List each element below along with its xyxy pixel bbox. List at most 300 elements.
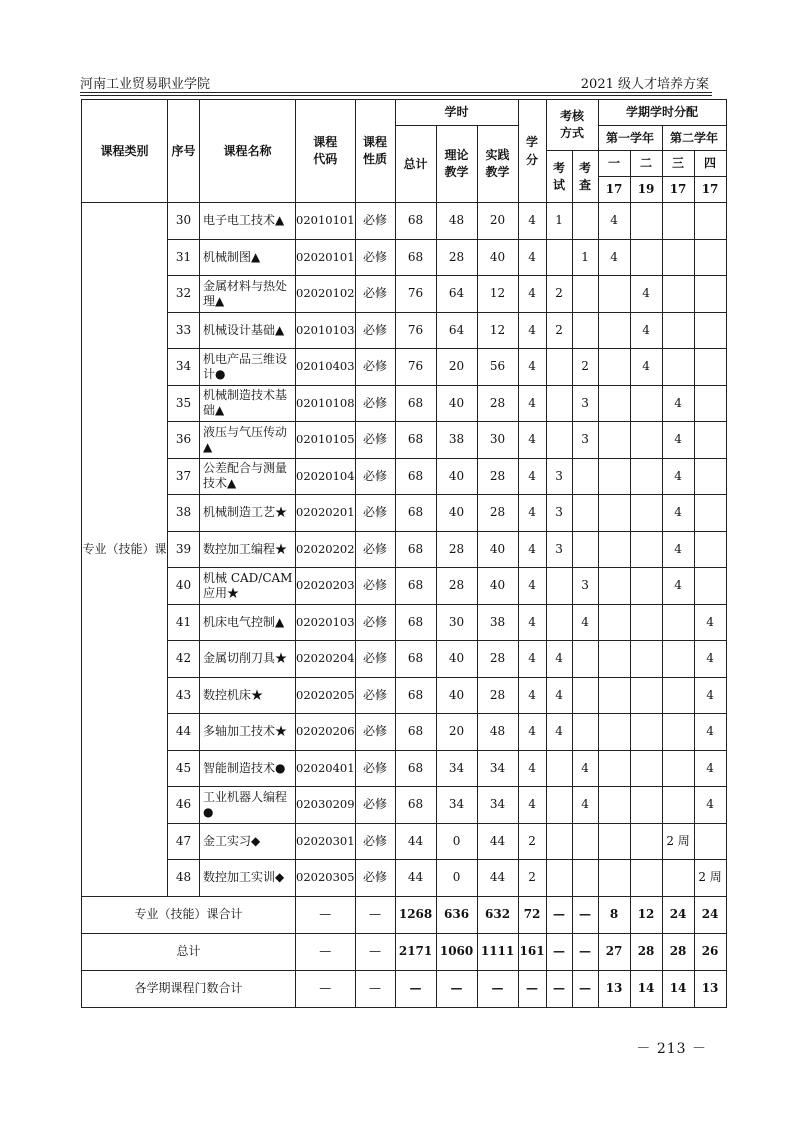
cell-theory-hours: 40 (436, 385, 477, 422)
summary-theory-hours: — (436, 970, 477, 1007)
cell-term-3: 4 (662, 531, 694, 568)
cell-seq: 37 (168, 458, 200, 495)
cell-credit: 4 (518, 422, 546, 459)
summary-label: 各学期课程门数合计 (82, 970, 296, 1007)
cell-term-1 (598, 385, 630, 422)
cell-term-1 (598, 568, 630, 605)
table-row (82, 349, 727, 386)
cell-seq: 46 (168, 787, 200, 824)
cell-course-nature: 必修 (355, 787, 395, 824)
cell-total-hours: 68 (395, 787, 436, 824)
header-term-3: 三 (662, 151, 694, 177)
cell-theory-hours: 28 (436, 239, 477, 276)
cell-seq: 39 (168, 531, 200, 568)
cell-term-4: 4 (694, 677, 726, 714)
cell-term-1 (598, 641, 630, 678)
cell-theory-hours: 40 (436, 677, 477, 714)
cell-course-code: 02020206 (296, 714, 356, 751)
cell-credit: 4 (518, 349, 546, 386)
cell-seq: 45 (168, 750, 200, 787)
cell-term-2 (630, 385, 662, 422)
cell-term-3 (662, 349, 694, 386)
cell-course-nature: 必修 (355, 239, 395, 276)
cell-check (572, 495, 598, 532)
cell-total-hours: 68 (395, 203, 436, 240)
summary-credit: 72 (518, 896, 546, 933)
cell-term-2 (630, 495, 662, 532)
cell-credit: 4 (518, 677, 546, 714)
cell-course-code: 02020401 (296, 750, 356, 787)
cell-exam: 3 (546, 531, 572, 568)
summary-row (82, 933, 727, 970)
summary-total-hours: 2171 (395, 933, 436, 970)
cell-seq: 31 (168, 239, 200, 276)
cell-exam (546, 823, 572, 860)
cell-term-2 (630, 714, 662, 751)
cell-term-2 (630, 203, 662, 240)
cell-check (572, 312, 598, 349)
cell-course-name: 机械 CAD/CAM 应用★ (200, 568, 296, 605)
cell-course-nature: 必修 (355, 349, 395, 386)
cell-term-2: 4 (630, 349, 662, 386)
table-row (82, 787, 727, 824)
cell-course-code: 02020204 (296, 641, 356, 678)
cell-theory-hours: 20 (436, 349, 477, 386)
cell-total-hours: 76 (395, 312, 436, 349)
cell-course-name: 智能制造技术● (200, 750, 296, 787)
cell-exam (546, 568, 572, 605)
cell-total-hours: 68 (395, 568, 436, 605)
cell-check (572, 531, 598, 568)
table-row (82, 276, 727, 313)
cell-check: 3 (572, 422, 598, 459)
cell-course-name: 公差配合与测量技术▲ (200, 458, 296, 495)
cell-seq: 34 (168, 349, 200, 386)
cell-term-3 (662, 787, 694, 824)
cell-term-3 (662, 860, 694, 897)
cell-seq: 40 (168, 568, 200, 605)
cell-course-nature: 必修 (355, 823, 395, 860)
cell-theory-hours: 0 (436, 823, 477, 860)
cell-term-3 (662, 312, 694, 349)
cell-exam (546, 422, 572, 459)
cell-total-hours: 44 (395, 823, 436, 860)
cell-term-4 (694, 385, 726, 422)
header-doc-title: 2021 级人才培养方案 (580, 77, 709, 92)
cell-total-hours: 68 (395, 714, 436, 751)
cell-course-name: 金属切削刀具★ (200, 641, 296, 678)
cell-course-nature: 必修 (355, 641, 395, 678)
cell-course-nature: 必修 (355, 312, 395, 349)
cell-term-3: 4 (662, 568, 694, 605)
cell-practice-hours: 40 (477, 531, 518, 568)
cell-total-hours: 68 (395, 641, 436, 678)
cell-total-hours: 68 (395, 604, 436, 641)
cell-credit: 4 (518, 203, 546, 240)
summary-row (82, 970, 727, 1007)
table-row (82, 203, 727, 240)
cell-total-hours: 68 (395, 422, 436, 459)
page-number: － 213 － (636, 1041, 707, 1057)
summary-total-hours: — (395, 970, 436, 1007)
cell-seq: 35 (168, 385, 200, 422)
cell-credit: 4 (518, 604, 546, 641)
cell-seq: 41 (168, 604, 200, 641)
summary-course-nature: — (355, 896, 395, 933)
cell-check (572, 203, 598, 240)
cell-total-hours: 68 (395, 495, 436, 532)
cell-course-nature: 必修 (355, 677, 395, 714)
cell-course-code: 02030209 (296, 787, 356, 824)
cell-credit: 4 (518, 750, 546, 787)
header-exam-mode: 考核方式 (546, 100, 598, 151)
cell-practice-hours: 28 (477, 677, 518, 714)
cell-term-4: 2 周 (694, 860, 726, 897)
cell-course-code: 02020202 (296, 531, 356, 568)
cell-course-name: 机床电气控制▲ (200, 604, 296, 641)
cell-seq: 33 (168, 312, 200, 349)
cell-course-code: 02020305 (296, 860, 356, 897)
cell-term-2 (630, 860, 662, 897)
cell-course-name: 工业机器人编程● (200, 787, 296, 824)
cell-course-nature: 必修 (355, 604, 395, 641)
table-row (82, 422, 727, 459)
cell-total-hours: 68 (395, 239, 436, 276)
cell-practice-hours: 44 (477, 823, 518, 860)
header-seq: 序号 (168, 100, 200, 203)
cell-practice-hours: 40 (477, 239, 518, 276)
header-theory-hours: 理论教学 (436, 126, 477, 203)
cell-term-2 (630, 787, 662, 824)
summary-theory-hours: 1060 (436, 933, 477, 970)
cell-exam: 4 (546, 714, 572, 751)
cell-exam (546, 860, 572, 897)
cell-exam: 2 (546, 276, 572, 313)
summary-course-code: — (296, 933, 356, 970)
cell-exam (546, 604, 572, 641)
header-course-nature: 课程性质 (355, 100, 395, 203)
cell-course-name: 电子电工技术▲ (200, 203, 296, 240)
table-row (82, 677, 727, 714)
cell-term-3: 4 (662, 385, 694, 422)
cell-practice-hours: 38 (477, 604, 518, 641)
cell-check (572, 860, 598, 897)
cell-term-1 (598, 604, 630, 641)
cell-course-name: 数控机床★ (200, 677, 296, 714)
cell-practice-hours: 28 (477, 385, 518, 422)
course-category: 专业（技能）课 (82, 203, 168, 897)
cell-term-4 (694, 531, 726, 568)
cell-course-name: 液压与气压传动▲ (200, 422, 296, 459)
summary-check: — (572, 896, 598, 933)
cell-theory-hours: 38 (436, 422, 477, 459)
cell-term-4 (694, 239, 726, 276)
summary-course-code: — (296, 970, 356, 1007)
cell-term-1 (598, 860, 630, 897)
table-row (82, 385, 727, 422)
cell-term-4: 4 (694, 750, 726, 787)
cell-theory-hours: 40 (436, 458, 477, 495)
cell-check: 3 (572, 385, 598, 422)
cell-course-nature: 必修 (355, 276, 395, 313)
header-course-name: 课程名称 (200, 100, 296, 203)
summary-term-1: 8 (598, 896, 630, 933)
cell-term-3: 2 周 (662, 823, 694, 860)
header-weeks-2: 19 (630, 177, 662, 203)
table-row (82, 604, 727, 641)
cell-course-code: 02020205 (296, 677, 356, 714)
cell-term-1 (598, 312, 630, 349)
cell-term-3: 4 (662, 422, 694, 459)
cell-credit: 4 (518, 239, 546, 276)
cell-term-4 (694, 495, 726, 532)
cell-exam (546, 349, 572, 386)
cell-theory-hours: 30 (436, 604, 477, 641)
cell-term-4 (694, 203, 726, 240)
summary-total-hours: 1268 (395, 896, 436, 933)
cell-practice-hours: 34 (477, 787, 518, 824)
summary-practice-hours: 1111 (477, 933, 518, 970)
cell-term-3 (662, 604, 694, 641)
cell-term-1 (598, 458, 630, 495)
cell-term-4 (694, 349, 726, 386)
cell-seq: 38 (168, 495, 200, 532)
summary-term-2: 12 (630, 896, 662, 933)
cell-exam (546, 750, 572, 787)
cell-term-1 (598, 677, 630, 714)
table-row (82, 495, 727, 532)
cell-course-code: 02020203 (296, 568, 356, 605)
cell-credit: 4 (518, 714, 546, 751)
cell-term-4: 4 (694, 604, 726, 641)
cell-credit: 4 (518, 312, 546, 349)
cell-theory-hours: 34 (436, 787, 477, 824)
cell-course-code: 02010103 (296, 312, 356, 349)
header-course-code: 课程代码 (296, 100, 356, 203)
summary-exam: — (546, 970, 572, 1007)
cell-credit: 4 (518, 531, 546, 568)
cell-practice-hours: 28 (477, 641, 518, 678)
header-weeks-1: 17 (598, 177, 630, 203)
cell-theory-hours: 64 (436, 276, 477, 313)
cell-check (572, 276, 598, 313)
table-row (82, 239, 727, 276)
cell-practice-hours: 28 (477, 495, 518, 532)
cell-seq: 48 (168, 860, 200, 897)
cell-term-2 (630, 823, 662, 860)
summary-label: 总计 (82, 933, 296, 970)
header-category: 课程类别 (82, 100, 168, 203)
cell-total-hours: 68 (395, 750, 436, 787)
table-row (82, 860, 727, 897)
cell-course-code: 02010403 (296, 349, 356, 386)
cell-credit: 4 (518, 787, 546, 824)
cell-theory-hours: 28 (436, 568, 477, 605)
summary-practice-hours: 632 (477, 896, 518, 933)
cell-course-name: 机械制造技术基础▲ (200, 385, 296, 422)
cell-term-1 (598, 823, 630, 860)
cell-total-hours: 68 (395, 458, 436, 495)
summary-exam: — (546, 896, 572, 933)
header-rule-thin (80, 95, 712, 96)
cell-term-2 (630, 641, 662, 678)
cell-term-4 (694, 312, 726, 349)
summary-theory-hours: 636 (436, 896, 477, 933)
cell-practice-hours: 12 (477, 276, 518, 313)
cell-term-3 (662, 276, 694, 313)
cell-credit: 4 (518, 276, 546, 313)
summary-row (82, 896, 727, 933)
header-term-distribution: 学期学时分配 (598, 100, 726, 126)
cell-course-code: 02020104 (296, 458, 356, 495)
summary-course-nature: — (355, 970, 395, 1007)
cell-credit: 4 (518, 458, 546, 495)
table-body (82, 203, 727, 1008)
cell-course-name: 数控加工编程★ (200, 531, 296, 568)
header-term-2: 二 (630, 151, 662, 177)
cell-course-code: 02020102 (296, 276, 356, 313)
cell-check: 3 (572, 568, 598, 605)
cell-theory-hours: 28 (436, 531, 477, 568)
cell-term-2 (630, 568, 662, 605)
cell-term-2 (630, 422, 662, 459)
cell-exam (546, 239, 572, 276)
table-row (82, 531, 727, 568)
cell-term-4: 4 (694, 714, 726, 751)
header-year-2: 第二学年 (662, 126, 726, 151)
summary-term-3: 14 (662, 970, 694, 1007)
header-practice-hours: 实践教学 (477, 126, 518, 203)
cell-check (572, 677, 598, 714)
summary-course-code: — (296, 896, 356, 933)
cell-total-hours: 44 (395, 860, 436, 897)
cell-course-name: 金属材料与热处理▲ (200, 276, 296, 313)
cell-exam (546, 385, 572, 422)
summary-term-4: 13 (694, 970, 726, 1007)
cell-term-3 (662, 203, 694, 240)
table-row (82, 714, 727, 751)
cell-term-3: 4 (662, 495, 694, 532)
cell-course-nature: 必修 (355, 531, 395, 568)
cell-exam: 4 (546, 677, 572, 714)
cell-course-nature: 必修 (355, 203, 395, 240)
cell-check: 1 (572, 239, 598, 276)
cell-check (572, 641, 598, 678)
cell-term-1 (598, 495, 630, 532)
header-term-1: 一 (598, 151, 630, 177)
cell-course-nature: 必修 (355, 385, 395, 422)
header-school-name: 河南工业贸易职业学院 (80, 77, 211, 92)
cell-check: 4 (572, 750, 598, 787)
cell-term-4 (694, 568, 726, 605)
cell-check (572, 823, 598, 860)
cell-total-hours: 68 (395, 531, 436, 568)
cell-exam: 1 (546, 203, 572, 240)
cell-course-name: 多轴加工技术★ (200, 714, 296, 751)
cell-practice-hours: 40 (477, 568, 518, 605)
cell-course-code: 02010108 (296, 385, 356, 422)
cell-course-nature: 必修 (355, 458, 395, 495)
cell-course-code: 02020101 (296, 239, 356, 276)
cell-theory-hours: 34 (436, 750, 477, 787)
cell-course-nature: 必修 (355, 860, 395, 897)
cell-seq: 36 (168, 422, 200, 459)
cell-theory-hours: 40 (436, 495, 477, 532)
cell-term-3 (662, 714, 694, 751)
cell-exam (546, 787, 572, 824)
table-row (82, 312, 727, 349)
cell-term-3 (662, 641, 694, 678)
cell-term-2 (630, 239, 662, 276)
header-check: 考查 (572, 151, 598, 203)
cell-practice-hours: 30 (477, 422, 518, 459)
summary-credit: 161 (518, 933, 546, 970)
cell-term-2 (630, 531, 662, 568)
cell-total-hours: 68 (395, 385, 436, 422)
cell-term-3 (662, 677, 694, 714)
header-year-1: 第一学年 (598, 126, 662, 151)
cell-theory-hours: 0 (436, 860, 477, 897)
summary-term-3: 24 (662, 896, 694, 933)
cell-practice-hours: 48 (477, 714, 518, 751)
summary-label: 专业（技能）课合计 (82, 896, 296, 933)
cell-theory-hours: 48 (436, 203, 477, 240)
cell-term-4: 4 (694, 641, 726, 678)
cell-seq: 44 (168, 714, 200, 751)
cell-credit: 4 (518, 641, 546, 678)
summary-term-4: 24 (694, 896, 726, 933)
cell-credit: 2 (518, 860, 546, 897)
table-row (82, 568, 727, 605)
cell-practice-hours: 44 (477, 860, 518, 897)
cell-term-1 (598, 714, 630, 751)
header-exam: 考试 (546, 151, 572, 203)
cell-total-hours: 76 (395, 276, 436, 313)
cell-seq: 47 (168, 823, 200, 860)
cell-credit: 2 (518, 823, 546, 860)
cell-exam: 3 (546, 495, 572, 532)
cell-term-2 (630, 458, 662, 495)
cell-course-nature: 必修 (355, 750, 395, 787)
cell-term-4 (694, 276, 726, 313)
header-credit: 学分 (518, 100, 546, 203)
cell-course-name: 数控加工实训◆ (200, 860, 296, 897)
cell-course-nature: 必修 (355, 568, 395, 605)
cell-check: 4 (572, 787, 598, 824)
cell-seq: 42 (168, 641, 200, 678)
summary-term-2: 28 (630, 933, 662, 970)
cell-course-name: 机械制图▲ (200, 239, 296, 276)
cell-seq: 43 (168, 677, 200, 714)
cell-credit: 4 (518, 385, 546, 422)
cell-credit: 4 (518, 568, 546, 605)
cell-course-name: 机电产品三维设计● (200, 349, 296, 386)
header-weeks-3: 17 (662, 177, 694, 203)
header-total-hours: 总计 (395, 126, 436, 203)
cell-course-nature: 必修 (355, 422, 395, 459)
summary-check: — (572, 933, 598, 970)
cell-check: 4 (572, 604, 598, 641)
cell-term-3 (662, 239, 694, 276)
summary-check: — (572, 970, 598, 1007)
cell-term-1 (598, 349, 630, 386)
cell-practice-hours: 34 (477, 750, 518, 787)
cell-check (572, 458, 598, 495)
cell-term-1: 4 (598, 203, 630, 240)
curriculum-table (81, 99, 727, 1008)
cell-seq: 30 (168, 203, 200, 240)
cell-term-4 (694, 823, 726, 860)
